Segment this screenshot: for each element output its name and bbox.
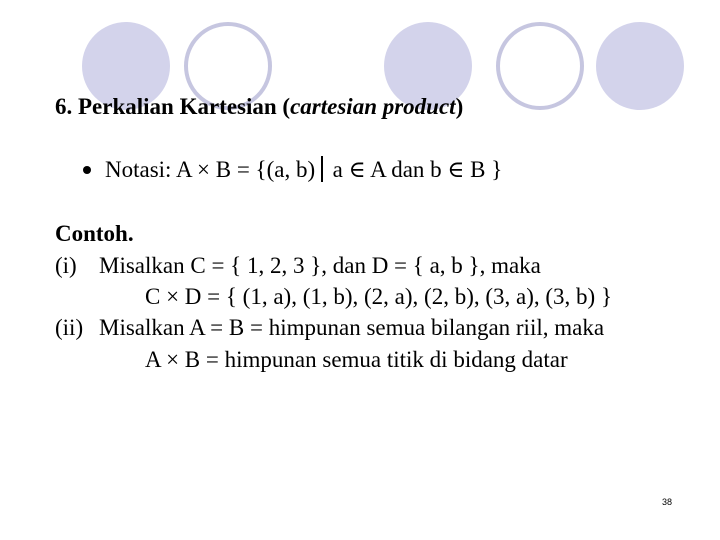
notation-label: Notasi: xyxy=(105,157,172,182)
title-number: 6. xyxy=(55,94,73,119)
such-that-bar xyxy=(321,156,323,182)
example-2-text: Misalkan A = B = himpunan semua bilangan riil, maka xyxy=(99,315,605,340)
example-2-line-2: A × B = himpunan semua titik di bidang datar xyxy=(145,347,568,372)
bullet-icon xyxy=(83,166,91,174)
title-text: Perkalian Kartesian ( xyxy=(78,94,291,119)
example-1-text: Misalkan C = { 1, 2, 3 }, dan D = { a, b }, maka xyxy=(99,253,541,278)
page-number: 38 xyxy=(662,497,673,507)
example-2-line-1 xyxy=(55,316,604,339)
notation-line xyxy=(83,158,502,185)
example-heading: Contoh. xyxy=(55,221,134,246)
example-1-line-2: C × D = { (1, a), (1, b), (2, a), (2, b), (3, a), (3, b) } xyxy=(145,284,613,309)
circle-filled-3 xyxy=(596,22,684,110)
title-italic: cartesian product xyxy=(290,94,456,119)
notation-rhs: a ∈ A dan b ∈ B } xyxy=(332,157,503,182)
title-end: ) xyxy=(455,94,464,119)
example-1-label: (i) xyxy=(55,253,77,278)
example-2-label: (ii) xyxy=(55,315,84,340)
slide-title xyxy=(55,95,463,118)
example-1-line-1 xyxy=(55,254,541,277)
circle-outline-2 xyxy=(498,24,582,108)
notation-lhs: A × B = {(a, b) xyxy=(175,157,316,182)
